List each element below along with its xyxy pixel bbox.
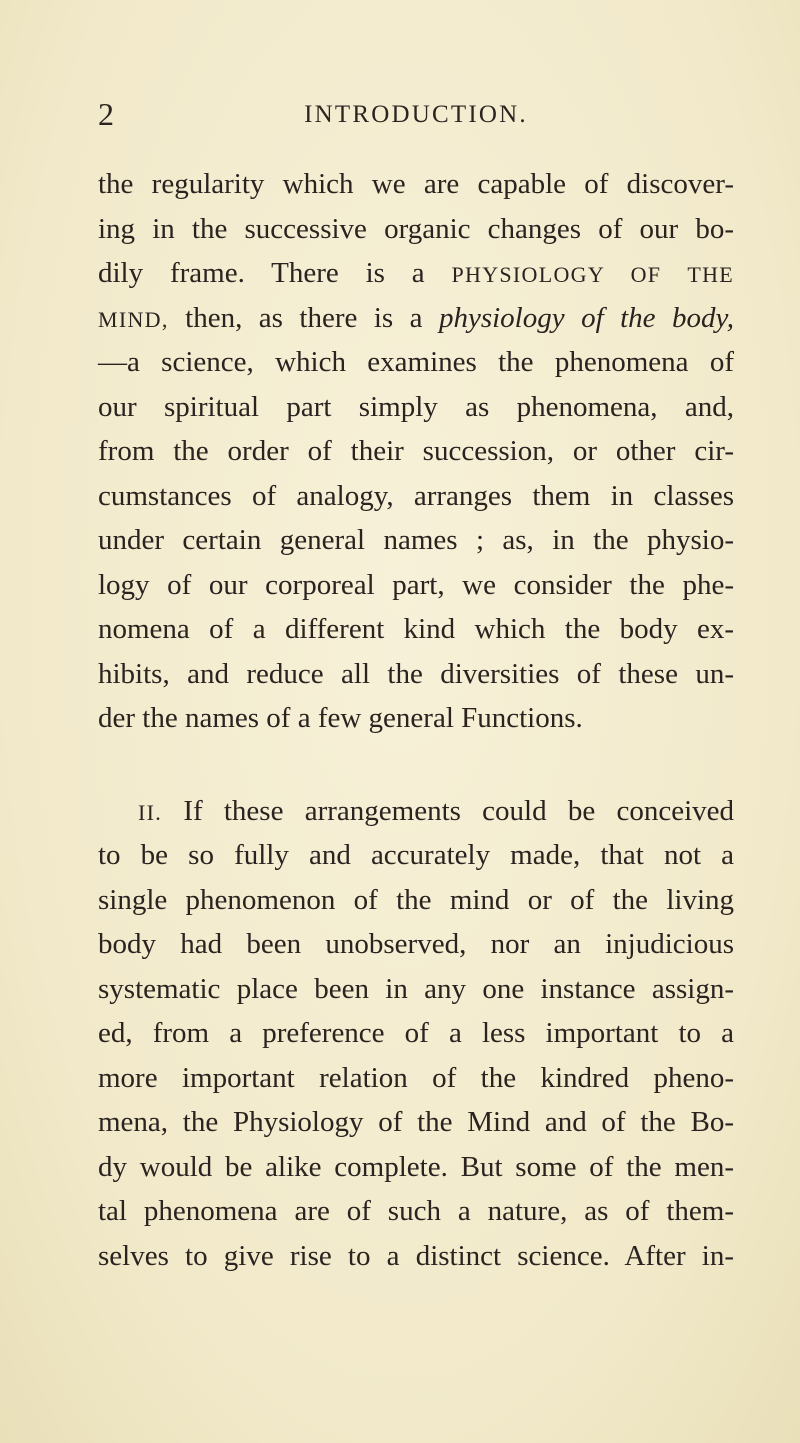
text-line: our spiritual part simply as phenomena, and, — [98, 390, 734, 423]
small-caps-term: MIND, — [98, 306, 169, 332]
text-line: the regularity which we are capable of discover- — [98, 168, 734, 200]
page-number: 2 — [98, 96, 114, 132]
text-line: logy of our corporeal part, we consider the phe- — [98, 568, 734, 601]
text-line: selves to give rise to a distinct science. After in- — [98, 1239, 734, 1272]
text-line — [98, 251, 734, 296]
italic-term: physiology of the body, — [438, 301, 735, 334]
text-line: —a science, which examines the phenomena of — [98, 346, 734, 378]
section-number: II. — [138, 799, 163, 825]
text-run: then, as there is a — [185, 301, 423, 334]
text-line: under certain general names ; as, in the physio- — [98, 524, 734, 556]
paragraph-1 — [98, 162, 734, 741]
paragraph-gap — [98, 741, 734, 789]
text-line — [98, 789, 734, 834]
page-header — [98, 94, 734, 144]
text-line: ing in the successive organic changes of our bo- — [98, 212, 734, 245]
text-line: dy would be alike complete. But some of the men- — [98, 1150, 734, 1183]
body-text — [98, 162, 734, 1278]
running-head: INTRODUCTION. — [304, 101, 528, 128]
text-line: ed, from a preference of a less important to a — [98, 1017, 734, 1049]
text-run: If these arrangements could be conceived — [183, 794, 734, 827]
text-line: mena, the Physiology of the Mind and of the Bo- — [98, 1106, 734, 1138]
text-line: der the names of a few general Functions. — [98, 702, 583, 734]
text-line: single phenomenon of the mind or of the living — [98, 883, 734, 916]
text-line: to be so fully and accurately made, that not a — [98, 839, 734, 871]
text-line: tal phenomena are of such a nature, as of them- — [98, 1195, 734, 1227]
text-line: more important relation of the kindred pheno- — [98, 1061, 734, 1094]
text-line: systematic place been in any one instance assign- — [98, 972, 734, 1005]
small-caps-term: PHYSIOLOGY OF THE — [451, 262, 734, 287]
text-line: from the order of their succession, or other cir- — [98, 435, 734, 467]
text-line: cumstances of analogy, arranges them in classes — [98, 479, 734, 512]
text-line: body had been unobserved, nor an injudicious — [98, 928, 734, 960]
text-line: hibits, and reduce all the diversities of these un- — [98, 657, 734, 690]
text-run: dily frame. There is a — [98, 257, 425, 289]
paragraph-2 — [98, 789, 734, 1279]
text-line: nomena of a different kind which the body ex- — [98, 613, 734, 645]
text-line — [98, 296, 734, 341]
